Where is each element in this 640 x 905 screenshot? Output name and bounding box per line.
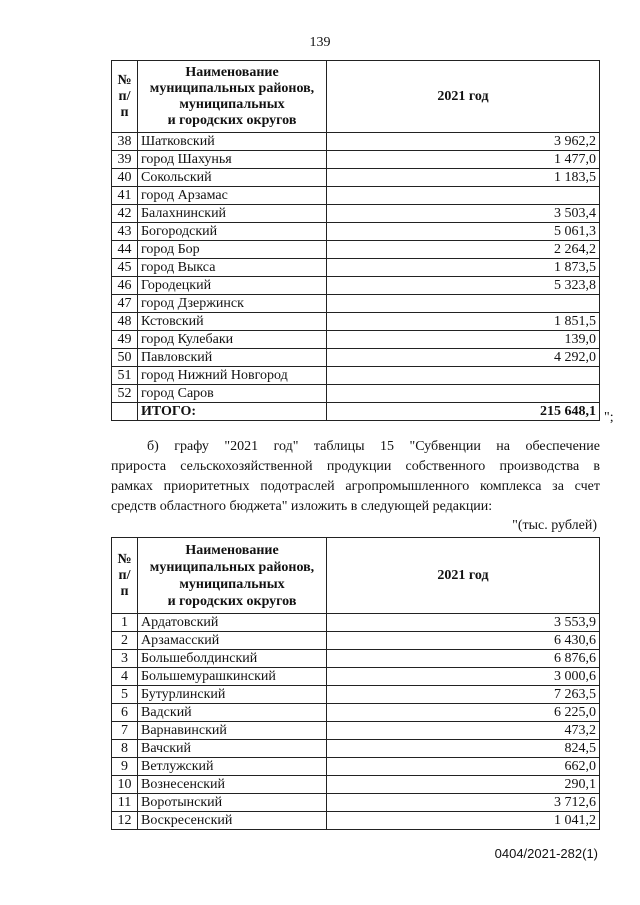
row-name: Сокольский [138, 169, 327, 187]
row-name: город Арзамас [138, 187, 327, 205]
paragraph-line: рамках приоритетных подотраслей агропромышленного комплекса за счет [111, 479, 600, 494]
row-name: Ардатовский [138, 614, 327, 632]
row-value: 5 323,8 [327, 277, 600, 295]
table-row [112, 794, 600, 812]
row-name: Богородский [138, 223, 327, 241]
row-value: 139,0 [327, 331, 600, 349]
table-row [112, 241, 600, 259]
row-number: 2 [112, 632, 138, 650]
row-name: город Бор [138, 241, 327, 259]
table-header-row [112, 538, 600, 614]
row-name: Шатковский [138, 133, 327, 151]
row-value: 473,2 [327, 722, 600, 740]
row-number: 46 [112, 277, 138, 295]
row-name: Вадский [138, 704, 327, 722]
table-row [112, 740, 600, 758]
row-number: 40 [112, 169, 138, 187]
row-value: 2 264,2 [327, 241, 600, 259]
amendment-paragraph [111, 437, 600, 517]
row-number: 4 [112, 668, 138, 686]
row-number: 45 [112, 259, 138, 277]
subsidy-table-continued [111, 60, 600, 421]
table-row [112, 133, 600, 151]
row-number: 52 [112, 385, 138, 403]
table-row [112, 349, 600, 367]
row-number: 1 [112, 614, 138, 632]
header-year: 2021 год [327, 538, 600, 614]
row-number: 7 [112, 722, 138, 740]
table-row [112, 758, 600, 776]
row-name: город Дзержинск [138, 295, 327, 313]
row-name: город Нижний Новгород [138, 367, 327, 385]
row-number: 47 [112, 295, 138, 313]
row-value [327, 187, 600, 205]
row-name: Павловский [138, 349, 327, 367]
table-row [112, 259, 600, 277]
total-label: ИТОГО: [138, 403, 327, 421]
table-row [112, 367, 600, 385]
total-row [112, 403, 600, 421]
paragraph-line: б) графу "2021 год" таблицы 15 "Субвенции на обеспечение [147, 439, 600, 454]
row-value: 3 000,6 [327, 668, 600, 686]
row-number: 10 [112, 776, 138, 794]
header-name-line: муниципальных районов, [149, 559, 315, 575]
row-name: Кстовский [138, 313, 327, 331]
unit-note: "(тыс. рублей) [512, 518, 597, 533]
row-name: Варнавинский [138, 722, 327, 740]
table-row [112, 704, 600, 722]
document-code: 0404/2021-282(1) [494, 846, 598, 861]
row-name: Ветлужский [138, 758, 327, 776]
row-value: 3 962,2 [327, 133, 600, 151]
row-value: 6 225,0 [327, 704, 600, 722]
row-value: 6 876,6 [327, 650, 600, 668]
row-name: Большемурашкинский [138, 668, 327, 686]
header-name-line: и городских округов [167, 112, 297, 128]
header-year: 2021 год [327, 61, 600, 133]
row-number: 50 [112, 349, 138, 367]
table-row [112, 277, 600, 295]
row-value: 290,1 [327, 776, 600, 794]
header-name-line: Наименование [185, 542, 279, 558]
row-value: 3 712,6 [327, 794, 600, 812]
row-name: город Саров [138, 385, 327, 403]
row-number: 48 [112, 313, 138, 331]
header-name-line: муниципальных [179, 96, 285, 112]
table-row [112, 812, 600, 830]
paragraph-line: средств областного бюджета" изложить в следующей редакции: [111, 499, 493, 514]
row-number: 51 [112, 367, 138, 385]
row-number: 43 [112, 223, 138, 241]
row-number: 6 [112, 704, 138, 722]
table-row [112, 313, 600, 331]
table-row [112, 295, 600, 313]
header-name [138, 538, 327, 614]
row-name: Воротынский [138, 794, 327, 812]
row-value: 662,0 [327, 758, 600, 776]
page-number: 139 [309, 35, 331, 50]
row-value [327, 367, 600, 385]
row-number: 49 [112, 331, 138, 349]
row-name: Воскресенский [138, 812, 327, 830]
paragraph-line: прироста сельскохозяйственной продукции собственного производства в [111, 459, 600, 474]
table-row [112, 385, 600, 403]
row-number: 5 [112, 686, 138, 704]
row-number: 9 [112, 758, 138, 776]
table-row [112, 205, 600, 223]
row-name: Балахнинский [138, 205, 327, 223]
table-row [112, 151, 600, 169]
table-row [112, 668, 600, 686]
row-name: Арзамасский [138, 632, 327, 650]
subsidy-table-new [111, 537, 600, 830]
row-value [327, 295, 600, 313]
table-row [112, 614, 600, 632]
table-row [112, 686, 600, 704]
table-row [112, 650, 600, 668]
row-value: 7 263,5 [327, 686, 600, 704]
header-name [138, 61, 327, 133]
row-value [327, 385, 600, 403]
row-value: 824,5 [327, 740, 600, 758]
row-value: 1 851,5 [327, 313, 600, 331]
table-row [112, 331, 600, 349]
header-number: № п/п [112, 538, 138, 614]
row-value: 1 477,0 [327, 151, 600, 169]
table-row [112, 632, 600, 650]
total-number-cell [112, 403, 138, 421]
row-value: 3 503,4 [327, 205, 600, 223]
row-number: 42 [112, 205, 138, 223]
row-value: 4 292,0 [327, 349, 600, 367]
row-name: город Выкса [138, 259, 327, 277]
row-name: Бутурлинский [138, 686, 327, 704]
row-name: Большеболдинский [138, 650, 327, 668]
row-number: 12 [112, 812, 138, 830]
row-number: 44 [112, 241, 138, 259]
row-value: 5 061,3 [327, 223, 600, 241]
table-row [112, 776, 600, 794]
row-name: город Шахунья [138, 151, 327, 169]
row-value: 6 430,6 [327, 632, 600, 650]
row-value: 1 183,5 [327, 169, 600, 187]
header-name-line: муниципальных районов, [149, 80, 315, 96]
row-number: 39 [112, 151, 138, 169]
row-value: 3 553,9 [327, 614, 600, 632]
row-value: 1 873,5 [327, 259, 600, 277]
row-number: 41 [112, 187, 138, 205]
row-name: город Кулебаки [138, 331, 327, 349]
row-number: 3 [112, 650, 138, 668]
row-value: 1 041,2 [327, 812, 600, 830]
table-header-row [112, 61, 600, 133]
quote-closing: "; [604, 410, 614, 425]
table-row [112, 169, 600, 187]
row-name: Вознесенский [138, 776, 327, 794]
header-number: № п/п [112, 61, 138, 133]
row-number: 38 [112, 133, 138, 151]
table-row [112, 187, 600, 205]
row-name: Вачский [138, 740, 327, 758]
table-row [112, 722, 600, 740]
table-row [112, 223, 600, 241]
row-number: 11 [112, 794, 138, 812]
row-number: 8 [112, 740, 138, 758]
header-name-line: муниципальных [179, 576, 285, 592]
header-name-line: и городских округов [167, 593, 297, 609]
row-name: Городецкий [138, 277, 327, 295]
total-value: 215 648,1 [327, 403, 600, 421]
header-name-line: Наименование [185, 64, 279, 80]
